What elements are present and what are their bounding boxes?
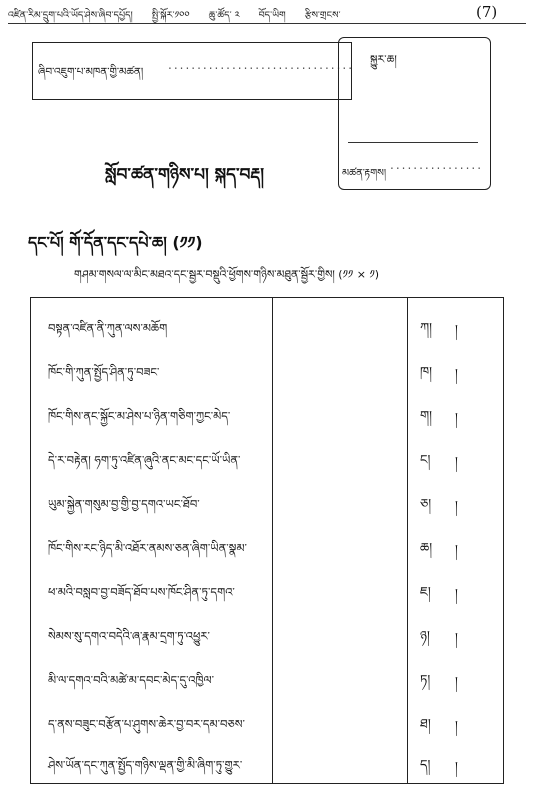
section-instructions: གཤམ་གསལ་ལ་མིང་མཐའ་དང་སྦྱར་བསྡུའི་ཕྱོགས་གཉིས་མཐུན་སྦྱོར་གྱིས། (༡༡ × ༡): [74, 268, 380, 281]
score-label: སྐྱུར་ཆ།: [370, 53, 397, 66]
row-separator: །: [455, 675, 458, 690]
header-time: ཆུ་ཚོད་ ༢: [208, 10, 240, 21]
page-number: (7): [476, 3, 498, 21]
option-label: ཆ།: [420, 541, 433, 556]
question-text: ཁོང་གིས་ནང་སྐྱོང་མ་ཤེས་པ་ཉིན་གཅིག་ཀྱང་མེད་: [48, 409, 231, 423]
table-row: [30, 699, 504, 743]
question-text: ཁོང་གི་ཀུན་སྤྱོད་ཤིན་ཏུ་བཟང་: [48, 365, 160, 379]
score-line: [348, 142, 478, 143]
table-row: [30, 435, 504, 479]
section-title: དང་པོ། གོ་དོན་དང་དཔེ་ཆ། (༡༡): [28, 233, 203, 252]
signature-label: མཚན་རྟགས།: [342, 168, 387, 179]
name-field[interactable]: ................................: [168, 58, 355, 72]
header-school: འཛིན་རིམ་དྲུག་པའི་ཡོད་ཤེས་ཞིབ་དཔྱོད།: [8, 10, 133, 21]
option-label: ང།: [420, 453, 431, 468]
table-row: [30, 391, 504, 435]
table-row: [30, 611, 504, 655]
question-text: སེམས་སུ་དགའ་བདེའི་ཞ་རྣམ་དྲག་ཏུ་འཕྱུར་: [48, 629, 210, 643]
row-separator: །: [455, 719, 458, 734]
row-separator: །: [455, 367, 458, 382]
option-label: ཀ།: [420, 321, 433, 336]
row-separator: །: [455, 760, 458, 775]
row-separator: །: [455, 587, 458, 602]
row-separator: །: [455, 631, 458, 646]
question-text: ད་ནས་བཟུང་བརྩོན་པ་ཤུགས་ཆེར་བྱ་བར་དམ་བཅས་: [48, 717, 245, 731]
table-row: [30, 655, 504, 699]
row-separator: །: [455, 323, 458, 338]
header-full-marks: སྤྱི་སྐོར་༡༠༠: [151, 10, 190, 21]
row-separator: །: [455, 411, 458, 426]
row-separator: །: [455, 499, 458, 514]
table-row: [30, 740, 504, 784]
signature-field[interactable]: ................: [390, 158, 484, 172]
header-rule: [8, 23, 526, 24]
option-label: ཁ།: [420, 365, 432, 380]
question-text: བསྟན་འཛིན་ནི་ཀུན་ལས་མཆོག: [48, 321, 168, 335]
option-label: ཅ།: [420, 497, 432, 512]
option-label: ཉ།: [420, 629, 430, 644]
option-label: ཐ།: [420, 717, 431, 732]
header-subject: བོད་ཡིག: [258, 10, 286, 21]
row-separator: །: [455, 455, 458, 470]
question-text: ཤེས་ཡོན་དང་ཀུན་སྤྱོད་གཉིས་ལྡན་གྱི་མི་ཞིག་ཏུ་གྱུར་: [48, 758, 243, 772]
header-seat-no: རྩིས་གྲངས་: [304, 10, 341, 21]
row-separator: །: [455, 543, 458, 558]
option-label: ཇ།: [420, 585, 431, 600]
question-text: མི་ལ་དགའ་བའི་མཚེ་མ་དབང་མེད་དུ་འཁྱིལ་: [48, 673, 215, 687]
option-label: ད།: [420, 758, 431, 773]
table-row: [30, 303, 504, 347]
question-text: ཁོང་གིས་རང་ཉིད་མི་འཐོར་ནམས་ཅན་ཞིག་ཡིན་སྣམ་: [48, 541, 247, 555]
table-row: [30, 479, 504, 523]
exam-title: སློབ་ཚན་གཉིས་པ། སྐད་བརྡ།: [105, 165, 265, 185]
option-label: ག།: [420, 409, 433, 424]
question-text: དེ་ར་བརྟེན། ཧག་ཏུ་འཛིན་ཞུའི་ནང་མང་དང་ཡོ་ཡིན་: [48, 453, 241, 467]
table-row: [30, 567, 504, 611]
table-row: [30, 523, 504, 567]
header-info: [8, 4, 508, 31]
table-row: [30, 347, 504, 391]
question-text: ཕ་མའི་བསླབ་བྱ་བཟོད་ཐོབ་པས་ཁོང་ཤིན་ཏུ་དགའ་: [48, 585, 235, 599]
option-label: ཏ།: [420, 673, 431, 688]
question-text: ཡུམ་སྐྱེན་གསུམ་བྱ་གྱི་བྱ་དགའ་ཡང་ཐོབ་: [48, 497, 200, 511]
name-label: ཞིབ་འཇུག་པ་མཁན་གྱི་མཚན།: [38, 66, 144, 78]
